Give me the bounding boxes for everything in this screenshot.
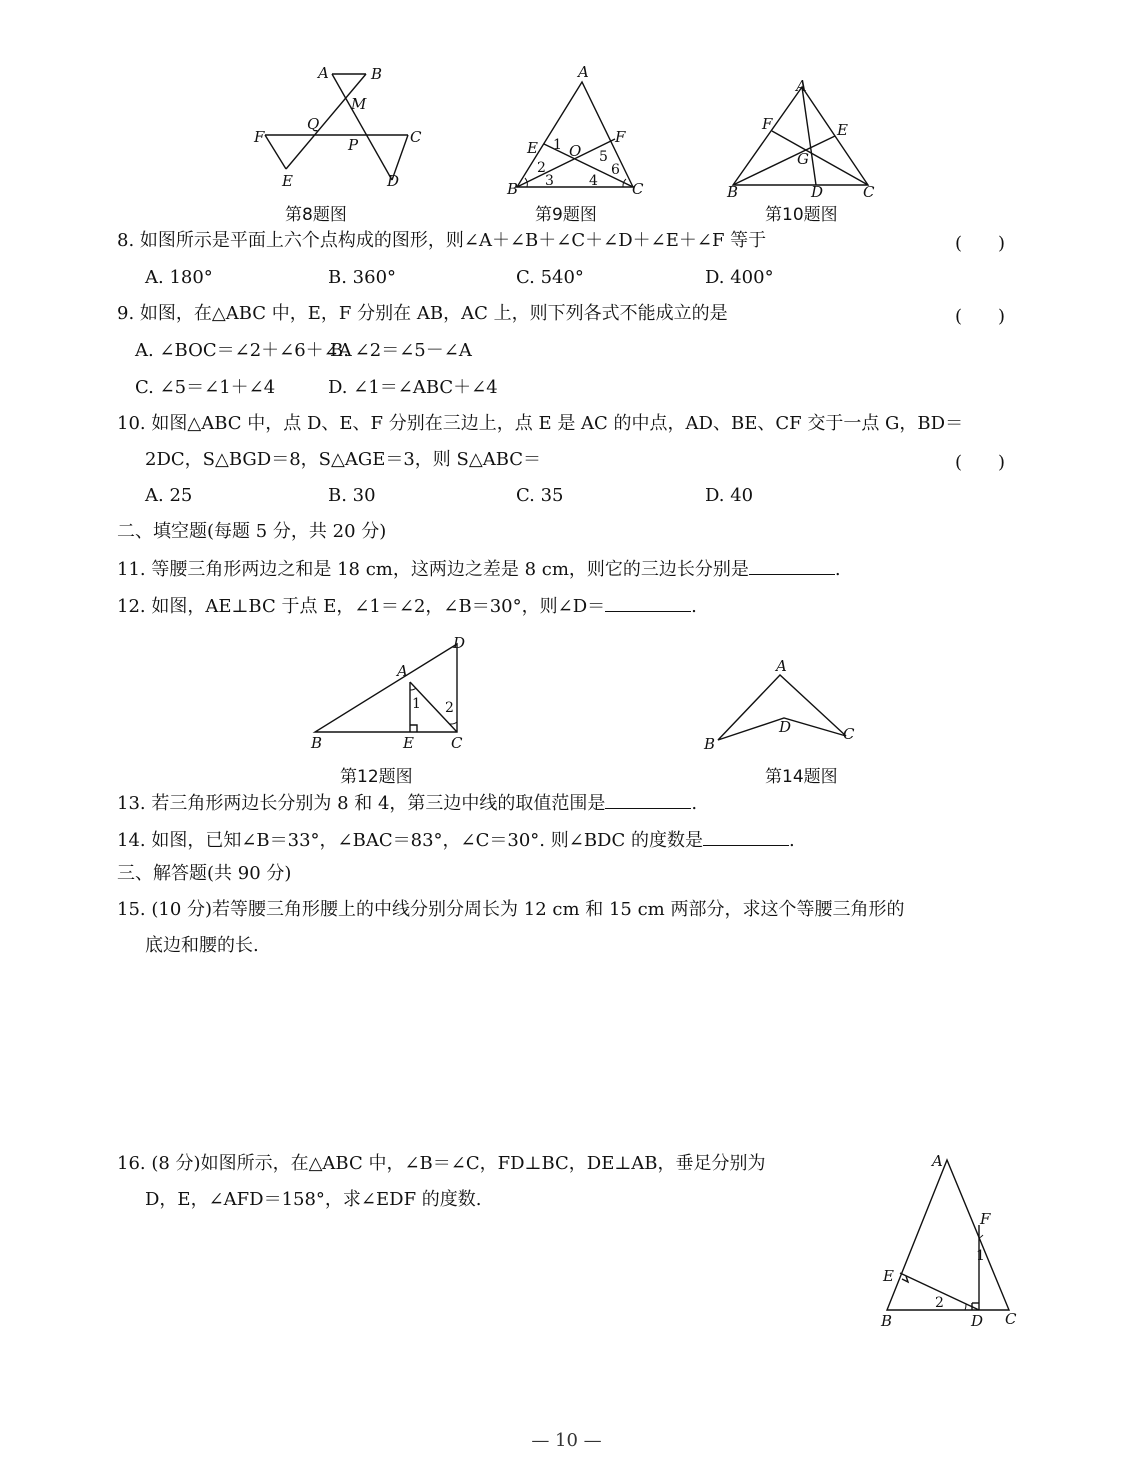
fig16-label: A bbox=[932, 1152, 943, 1170]
q9-option-b: B. ∠2＝∠5－∠A bbox=[330, 340, 472, 361]
fig12-angle-label: 1 bbox=[412, 696, 421, 712]
fig9-label: F bbox=[615, 128, 626, 146]
fig9-angle-label: 3 bbox=[545, 173, 554, 189]
q9-option-c: C. ∠5＝∠1＋∠4 bbox=[135, 377, 276, 398]
fig10-caption: 第10题图 bbox=[765, 205, 838, 225]
fig12-angle-label: 2 bbox=[445, 700, 454, 716]
fig16-label: F bbox=[980, 1210, 991, 1228]
q12-stem: 12. 如图，AE⊥BC 于点 E，∠1＝∠2，∠B＝30°，则∠D＝ bbox=[117, 596, 606, 617]
fig16-label: C bbox=[1005, 1310, 1017, 1328]
q11-answer-blank[interactable] bbox=[749, 556, 835, 575]
q10-stem-line2: 2DC，S△BGD＝8，S△AGE＝3，则 S△ABC＝ bbox=[145, 449, 542, 470]
q13-answer-blank[interactable] bbox=[605, 790, 691, 809]
fig16-angle-label: 1 bbox=[976, 1248, 985, 1264]
fig8-label: C bbox=[410, 128, 422, 146]
q8-option-c: C. 540° bbox=[516, 267, 584, 288]
figure-16 bbox=[875, 1150, 1030, 1330]
fig10-label: D bbox=[811, 183, 824, 201]
q10-stem-line1: 10. 如图△ABC 中，点 D、E、F 分别在三边上，点 E 是 AC 的中点，AD、BE、CF 交于一点 G，BD＝ bbox=[117, 413, 964, 434]
q8-stem: 8. 如图所示是平面上六个点构成的图形，则∠A＋∠B＋∠C＋∠D＋∠E＋∠F 等于 bbox=[117, 230, 767, 251]
fig16-angle-label: 2 bbox=[935, 1295, 944, 1311]
fig9-label: O bbox=[569, 142, 582, 160]
q11 bbox=[117, 556, 841, 582]
figure-8 bbox=[250, 62, 430, 192]
fig14-label: A bbox=[776, 657, 787, 675]
q15-line2: 底边和腰的长. bbox=[145, 935, 259, 956]
fig9-angle-label: 2 bbox=[537, 160, 546, 176]
fig8-label: D bbox=[387, 172, 400, 190]
fig9-angle-label: 4 bbox=[589, 173, 598, 189]
fig10-label: C bbox=[863, 183, 875, 201]
q14-stem: 14. 如图，已知∠B＝33°，∠BAC＝83°，∠C＝30°. 则∠BDC 的度数是 bbox=[117, 830, 703, 851]
fig14-label: C bbox=[843, 725, 855, 743]
fig12-caption: 第12题图 bbox=[340, 767, 413, 787]
section-fill-in-heading: 二、填空题(每题 5 分，共 20 分) bbox=[117, 521, 387, 542]
fig9-caption: 第9题图 bbox=[535, 205, 597, 225]
q8-option-d: D. 400° bbox=[705, 267, 774, 288]
fig14-label: B bbox=[704, 735, 716, 753]
fig8-label: Q bbox=[307, 115, 320, 133]
page-number: — 10 — bbox=[531, 1430, 602, 1451]
q8-answer-paren: ( ) bbox=[955, 233, 1006, 254]
fig9-angle-label: 5 bbox=[599, 149, 608, 165]
fig10-label: A bbox=[796, 77, 807, 95]
q10-option-a: A. 25 bbox=[145, 485, 193, 506]
q9-stem: 9. 如图，在△ABC 中，E，F 分别在 AB，AC 上，则下列各式不能成立的是 bbox=[117, 303, 728, 324]
fig8-label: A bbox=[318, 64, 329, 82]
fig16-label: B bbox=[881, 1312, 893, 1330]
fig10-label: E bbox=[837, 121, 848, 139]
fig9-angle-label: 1 bbox=[553, 137, 562, 153]
fig12-label: A bbox=[397, 662, 408, 680]
fig16-label: E bbox=[883, 1267, 894, 1285]
q13-end: . bbox=[691, 793, 698, 814]
q9-option-d: D. ∠1＝∠ABC＋∠4 bbox=[328, 377, 498, 398]
q16-line1: 16. (8 分)如图所示，在△ABC 中，∠B＝∠C，FD⊥BC，DE⊥AB，垂足分别为 bbox=[117, 1153, 766, 1174]
q9-option-a: A. ∠BOC＝∠2＋∠6＋∠A bbox=[135, 340, 352, 361]
fig12-label: E bbox=[403, 734, 414, 752]
figure-10 bbox=[725, 75, 885, 200]
fig9-angle-label: 6 bbox=[611, 162, 620, 178]
fig8-label: P bbox=[348, 136, 359, 154]
fig10-label: F bbox=[762, 115, 773, 133]
section-solve-heading: 三、解答题(共 90 分) bbox=[117, 863, 292, 884]
q14-end: . bbox=[788, 830, 795, 851]
fig8-label: F bbox=[254, 128, 265, 146]
q13 bbox=[117, 790, 697, 816]
fig10-label: B bbox=[727, 183, 739, 201]
q9-answer-paren: ( ) bbox=[955, 306, 1006, 327]
fig9-label: B bbox=[507, 180, 519, 198]
fig8-label: E bbox=[282, 172, 293, 190]
q12-end: . bbox=[691, 596, 697, 617]
fig12-label: C bbox=[451, 734, 463, 752]
q11-end: . bbox=[834, 559, 841, 580]
fig8-label: M bbox=[351, 95, 367, 113]
q16-line2: D，E，∠AFD＝158°，求∠EDF 的度数. bbox=[145, 1189, 482, 1210]
q10-option-d: D. 40 bbox=[705, 485, 754, 506]
q11-stem: 11. 等腰三角形两边之和是 18 cm，这两边之差是 8 cm，则它的三边长分别是 bbox=[117, 559, 749, 580]
fig8-label: B bbox=[371, 65, 383, 83]
fig10-label: G bbox=[797, 150, 809, 168]
fig8-caption: 第8题图 bbox=[285, 205, 347, 225]
fig9-label: A bbox=[578, 63, 589, 81]
q12 bbox=[117, 593, 697, 619]
fig16-label: D bbox=[971, 1312, 984, 1330]
q13-stem: 13. 若三角形两边长分别为 8 和 4，第三边中线的取值范围是 bbox=[117, 793, 606, 814]
q10-option-b: B. 30 bbox=[328, 485, 376, 506]
q10-answer-paren: ( ) bbox=[955, 452, 1006, 473]
q12-answer-blank[interactable] bbox=[605, 593, 691, 612]
fig9-label: C bbox=[632, 180, 644, 198]
fig12-label: B bbox=[311, 734, 323, 752]
q10-option-c: C. 35 bbox=[516, 485, 564, 506]
fig14-caption: 第14题图 bbox=[765, 767, 838, 787]
q8-option-b: B. 360° bbox=[328, 267, 397, 288]
q8-option-a: A. 180° bbox=[145, 267, 213, 288]
q14-answer-blank[interactable] bbox=[703, 827, 789, 846]
fig12-label: D bbox=[453, 634, 466, 652]
figure-9 bbox=[505, 62, 655, 197]
fig9-label: E bbox=[527, 139, 538, 157]
q14 bbox=[117, 827, 795, 853]
figure-12 bbox=[305, 632, 480, 752]
figure-14 bbox=[700, 655, 865, 753]
fig14-label: D bbox=[779, 718, 792, 736]
q15-line1: 15. (10 分)若等腰三角形腰上的中线分别分周长为 12 cm 和 15 cm 两部分，求这个等腰三角形的 bbox=[117, 899, 905, 920]
